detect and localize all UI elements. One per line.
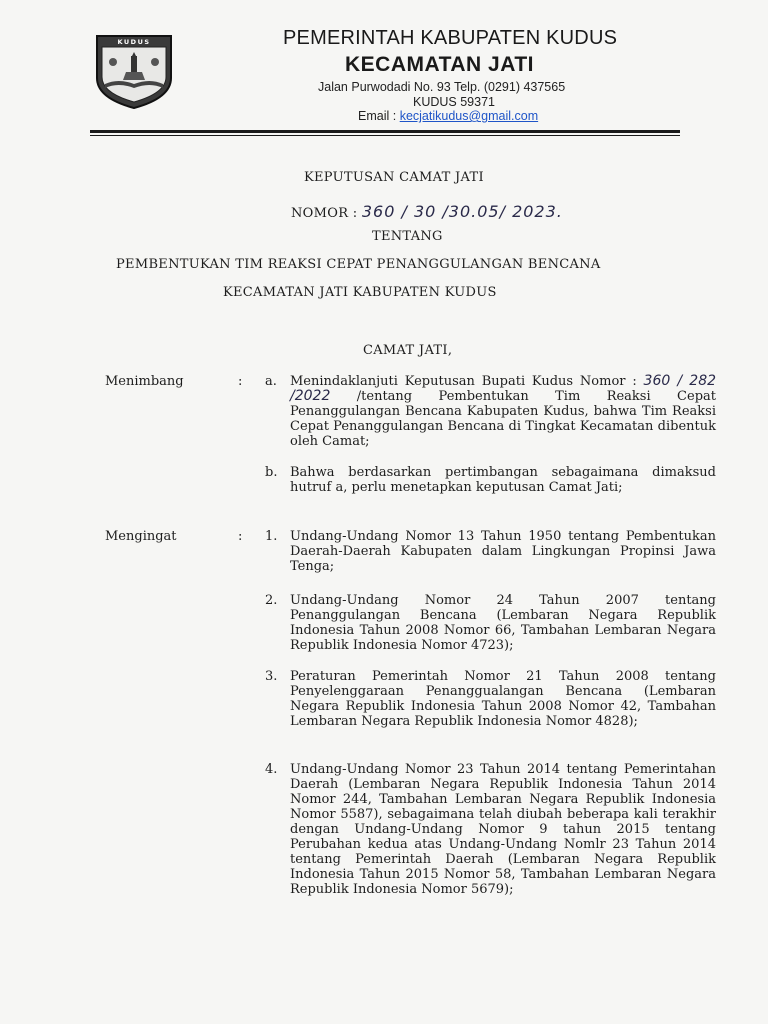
mengingat-colon: : xyxy=(238,529,243,544)
decree-number-label: NOMOR : xyxy=(291,206,358,221)
mengingat-item-text: Peraturan Pemerintah Nomor 21 Tahun 2008 tentang Penyelenggaraan Penanggualangan Bencana (Lembaran Negara Republik Indonesia Tahun 2008 Nomor 42, Tambahan Lembaran Negara Republik Indonesia Nomor 4828); xyxy=(290,669,716,729)
menimbang-a-text xyxy=(290,374,716,449)
subject-line2: KECAMATAN JATI KABUPATEN KUDUS xyxy=(223,285,497,300)
menimbang-label: Menimbang xyxy=(105,374,184,389)
letterhead-divider-thick xyxy=(90,130,680,133)
kudus-emblem-icon xyxy=(93,32,175,110)
letterhead-divider-thin xyxy=(90,135,680,136)
menimbang-colon: : xyxy=(238,374,243,389)
decree-title: KEPUTUSAN CAMAT JATI xyxy=(304,170,484,185)
menimbang-a-part2: /tentang Pembentukan Tim Reaksi Cepat Penanggulangan Bencana Kabupaten Kudus, bahwa Tim Reaksi Cepat Penanggulangan Bencana di Tingkat Kecamatan dibentuk oleh Camat; xyxy=(290,389,716,449)
org-name-line1: PEMERINTAH KABUPATEN KUDUS xyxy=(283,27,618,49)
decree-number-handwritten: 360 / 30 /30.05/ 2023. xyxy=(361,202,563,221)
email-link[interactable]: kecjatikudus@gmail.com xyxy=(399,109,539,123)
address: Jalan Purwodadi No. 93 Telp. (0291) 437565 xyxy=(318,80,566,94)
menimbang-b-marker: b. xyxy=(265,465,278,480)
email-line xyxy=(358,109,538,123)
email-label: Email : xyxy=(358,109,400,123)
mengingat-item-marker: 2. xyxy=(265,593,278,608)
mengingat-item-text: Undang-Undang Nomor 23 Tahun 2014 tentang Pemerintahan Daerah (Lembaran Negara Republik Indonesia Tahun 2014 Nomor 244, Tambahan Lembaran Negara Republik Indonesia Nomor 5587), sebagaimana telah diubah beberapa kali terakhir dengan Undang-Undang Nomor 9 tahun 2015 tentang Perubahan kedua atas Undang-Undang Nomlr 23 Tahun 2014 tentang Pemerintah Daerah (Lembaran Negara Republik Indonesia Tahun 2015 Nomor 58, Tambahan Lembaran Negara Republik Indonesia Nomor 5679); xyxy=(290,762,716,897)
menimbang-a-handwritten-number: 360 / 282 /2022 xyxy=(290,373,717,404)
mengingat-label: Mengingat xyxy=(105,529,177,544)
mengingat-item-marker: 1. xyxy=(265,529,278,544)
mengingat-item-marker: 4. xyxy=(265,762,278,777)
subject-line1: PEMBENTUKAN TIM REAKSI CEPAT PENANGGULANGAN BENCANA xyxy=(116,257,601,272)
menimbang-a-part1: Menindaklanjuti Keputusan Bupati Kudus Nomor : xyxy=(290,374,644,389)
mengingat-item-marker: 3. xyxy=(265,669,278,684)
decree-number xyxy=(291,202,563,221)
mengingat-item-text: Undang-Undang Nomor 24 Tahun 2007 tentang Penanggulangan Bencana (Lembaran Negara Republik Indonesia Tahun 2008 Nomor 66, Tambahan Lembaran Negara Republik Indonesia Nomor 4723); xyxy=(290,593,716,653)
tentang-heading: TENTANG xyxy=(372,229,443,244)
menimbang-a-marker: a. xyxy=(265,374,277,389)
city-zip: KUDUS 59371 xyxy=(413,95,495,109)
mengingat-item-text: Undang-Undang Nomor 13 Tahun 1950 tentang Pembentukan Daerah-Daerah Kabupaten dalam Lingkungan Propinsi Jawa Tenga; xyxy=(290,529,716,574)
org-name-line2: KECAMATAN JATI xyxy=(345,53,534,76)
emblem-label: KUDUS xyxy=(117,38,151,46)
official-title: CAMAT JATI, xyxy=(363,343,453,358)
menimbang-b-text: Bahwa berdasarkan pertimbangan sebagaimana dimaksud hutruf a, perlu menetapkan keputusan Camat Jati; xyxy=(290,465,716,495)
